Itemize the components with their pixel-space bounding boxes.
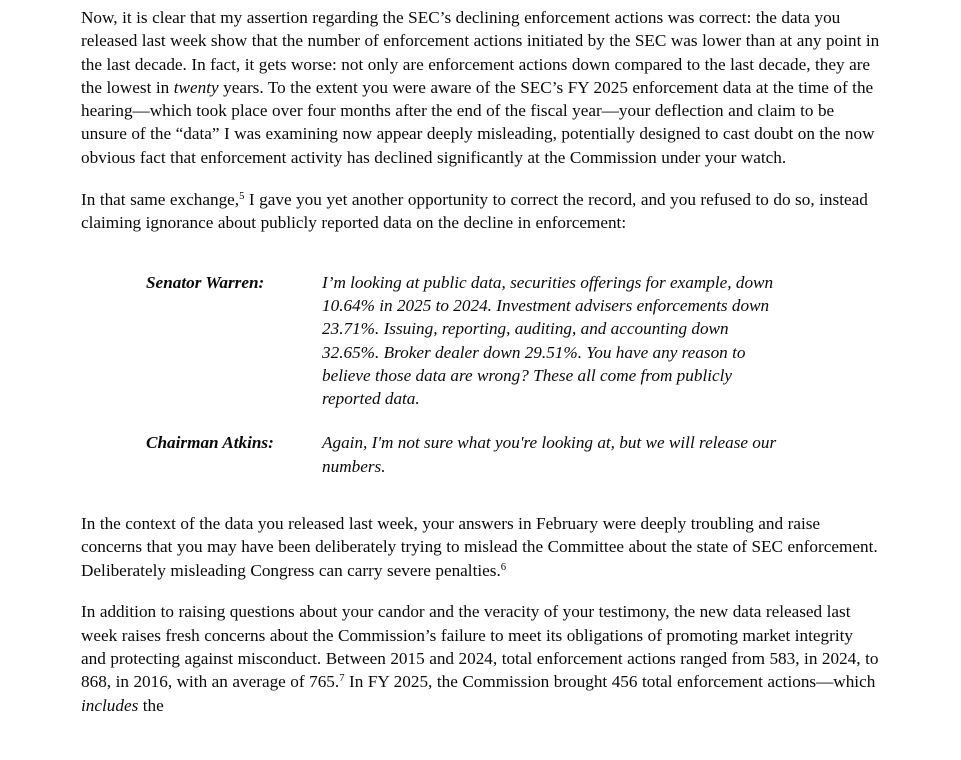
paragraph-1 xyxy=(81,6,881,169)
quote-block-top-spacer xyxy=(81,253,881,271)
paragraph-1-text-b: years. To the extent you were aware of the SEC’s FY 2025 enforcement data at the time of the hearing—which took place over four months after the end of the fiscal year—your deflection and claim to be unsure of the “data” I was examining now appear deeply misleading, potentially designed to cast doubt on the now obvious fact that enforcement activity has declined significantly at the Commission under your watch. xyxy=(81,77,875,167)
quote-line: numbers. xyxy=(322,456,386,476)
quoted-exchange-block xyxy=(81,271,881,478)
quote-line: I’m looking at public data, securities offerings for example, down xyxy=(322,272,774,292)
paragraph-4-text-a: In addition to raising questions about your candor and the veracity of your testimony, the new data released last week raises fresh concerns about the Commission’s failure to meet its obligations of promoting market integrity and protecting against misconduct. Between 2015 and 2024, total enforcement actions ranged from 583, in 2024, to 868, in 2016, with an average of 765. xyxy=(81,602,879,692)
paragraph-2-text-b: I gave you yet another opportunity to correct the record, and you refused to do so, instead claiming ignorance about publicly reported data on the decline in enforcement: xyxy=(81,189,868,232)
speaker-label-senator-warren: Senator Warren: xyxy=(146,272,265,292)
body-text-column xyxy=(81,6,881,735)
paragraph-4-emphasis: includes xyxy=(81,695,139,715)
quote-line: 10.64% in 2025 to 2024. Investment advisers enforcements down xyxy=(322,295,770,315)
quote-line: Again, I'm not sure what you're looking at, but we will release our xyxy=(322,433,777,453)
quote-line: 32.65%. Broker dealer down 29.51%. You have any reason to xyxy=(322,342,746,362)
quote-line: reported data. xyxy=(322,389,420,409)
quote-block-bottom-spacer xyxy=(81,494,881,512)
paragraph-4-text-b: In FY 2025, the Commission brought 456 total enforcement actions—which xyxy=(344,672,876,692)
quote-text-chairman-atkins xyxy=(322,431,885,478)
exchange-chairman-atkins xyxy=(81,431,881,478)
quote-line: believe those data are wrong? These all come from publicly xyxy=(322,365,733,385)
quote-text-senator-warren xyxy=(322,271,885,411)
paragraph-1-text-a: Now, it is clear that my assertion regarding the SEC’s declining enforcement actions was correct: the data you released last week show that the number of enforcement actions initiated by the SEC was lower than at any point in the last decade. In fact, it gets worse: not only are enforcement actions down compared to the last decade, they are the lowest in xyxy=(81,8,880,97)
quote-line: 23.71%. Issuing, reporting, auditing, and accounting down xyxy=(322,319,729,339)
speaker-label-chairman-atkins: Chairman Atkins: xyxy=(146,433,274,453)
exchange-senator-warren xyxy=(81,271,881,411)
paragraph-2 xyxy=(81,188,881,235)
paragraph-4-text-c: the xyxy=(138,695,164,715)
paragraph-2-text-a: In that same exchange, xyxy=(81,189,240,209)
paragraph-1-emphasis: twenty xyxy=(173,77,219,97)
footnote-marker-5[interactable]: 5 xyxy=(239,190,245,202)
paragraph-3-text-a: In the context of the data you released last week, your answers in February were deeply troubling and raise concerns that you may have been deliberately trying to mislead the Committee about the state of SEC enforcement. Deliberately misleading Congress can carry severe penalties. xyxy=(81,514,878,580)
footnote-marker-7[interactable]: 7 xyxy=(339,673,345,685)
paragraph-3 xyxy=(81,512,881,582)
paragraph-4 xyxy=(81,600,881,716)
footnote-marker-6[interactable]: 6 xyxy=(500,561,507,573)
